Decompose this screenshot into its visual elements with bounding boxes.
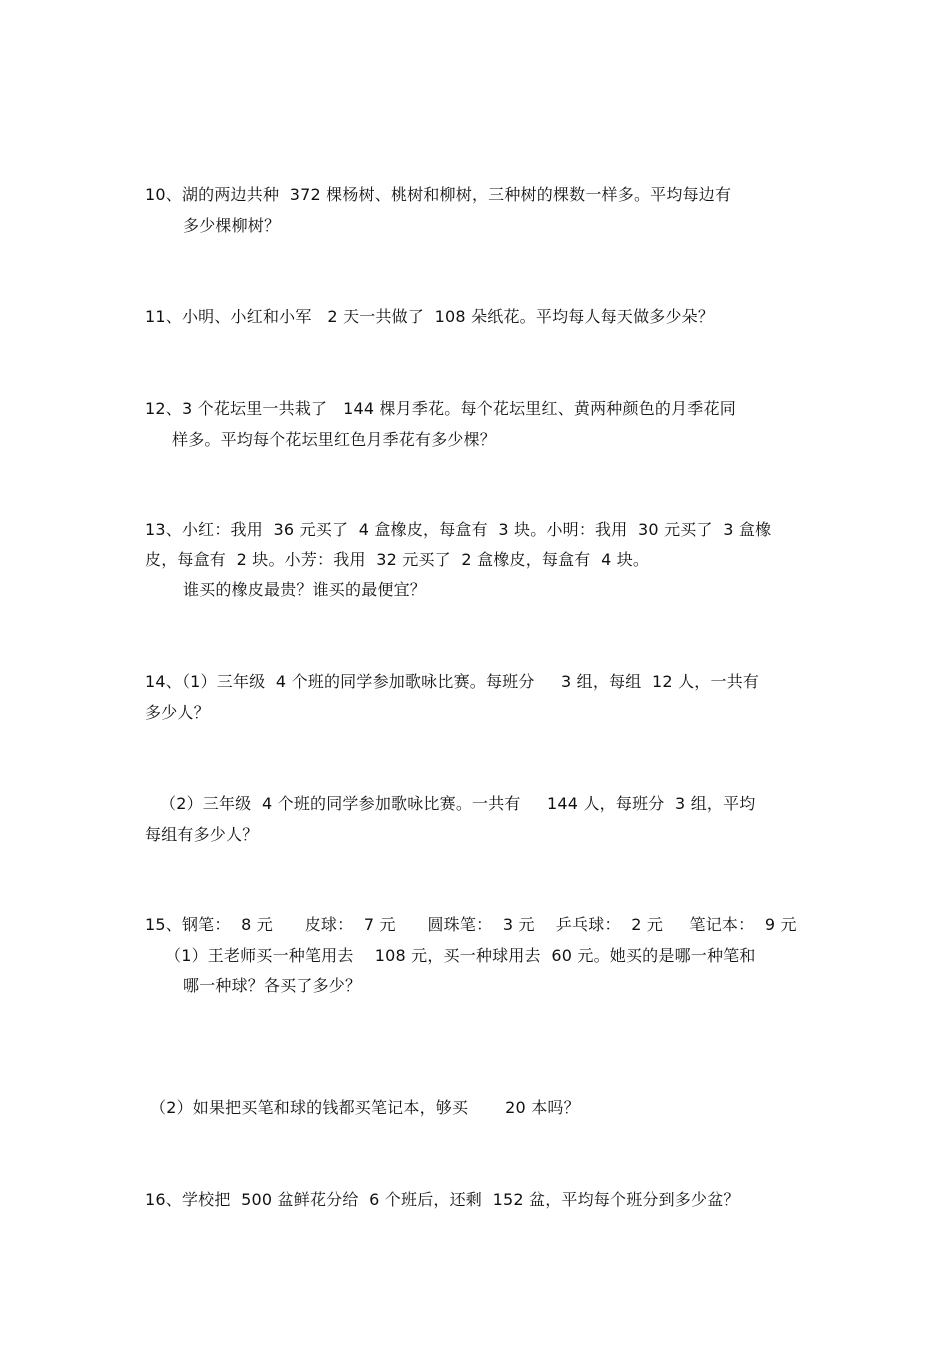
problem-line: 多少棵柳树？ xyxy=(183,216,281,235)
problem-line: 谁买的橡皮最贵？谁买的最便宜？ xyxy=(183,580,427,599)
problem-line: 样多。平均每个花坛里红色月季花有多少棵？ xyxy=(172,430,497,449)
sub-question-line: （2）三年级 4 个班的同学参加歌咏比赛。一共有 144 人，每班分 3 组，平均 xyxy=(160,794,756,813)
problem-line: 10、湖的两边共种 372 棵杨树、桃树和柳树，三种树的棵数一样多。平均每边有 xyxy=(145,185,732,204)
problem-line: （1）王老师买一种笔用去 108 元，买一种球用去 60 元。她买的是哪一种笔和 xyxy=(165,946,756,965)
problem-line: 11、小明、小红和小军 2 天一共做了 108 朵纸花。平均每人每天做多少朵？ xyxy=(145,307,715,326)
problem-line: 16、学校把 500 盆鲜花分给 6 个班后，还剩 152 盆，平均每个班分到多少盆？ xyxy=(145,1190,740,1209)
problem-line: 哪一种球？各买了多少？ xyxy=(183,976,362,995)
problem-line: 12、3 个花坛里一共栽了 144 棵月季花。每个花坛里红、黄两种颜色的月季花同 xyxy=(145,399,736,418)
problem-line: 14、（1）三年级 4 个班的同学参加歌咏比赛。每班分 3 组，每组 12 人，一共有 xyxy=(145,672,760,691)
sub-question-line: 每组有多少人？ xyxy=(145,825,259,844)
problem-line: 多少人？ xyxy=(145,703,210,722)
problem-line: 13、小红：我用 36 元买了 4 盒橡皮，每盒有 3 块。小明：我用 30 元买了 3 盒橡 xyxy=(145,520,772,539)
price-list-line: 15、钢笔： 8 元 皮球： 7 元 圆珠笔： 3 元 乒乓球： 2 元 笔记本： 9 元 xyxy=(145,915,797,934)
sub-question-line: （2）如果把买笔和球的钱都买笔记本，够买 20 本吗？ xyxy=(150,1098,580,1117)
problem-line: 皮，每盒有 2 块。小芳：我用 32 元买了 2 盒橡皮，每盒有 4 块。 xyxy=(145,550,650,569)
